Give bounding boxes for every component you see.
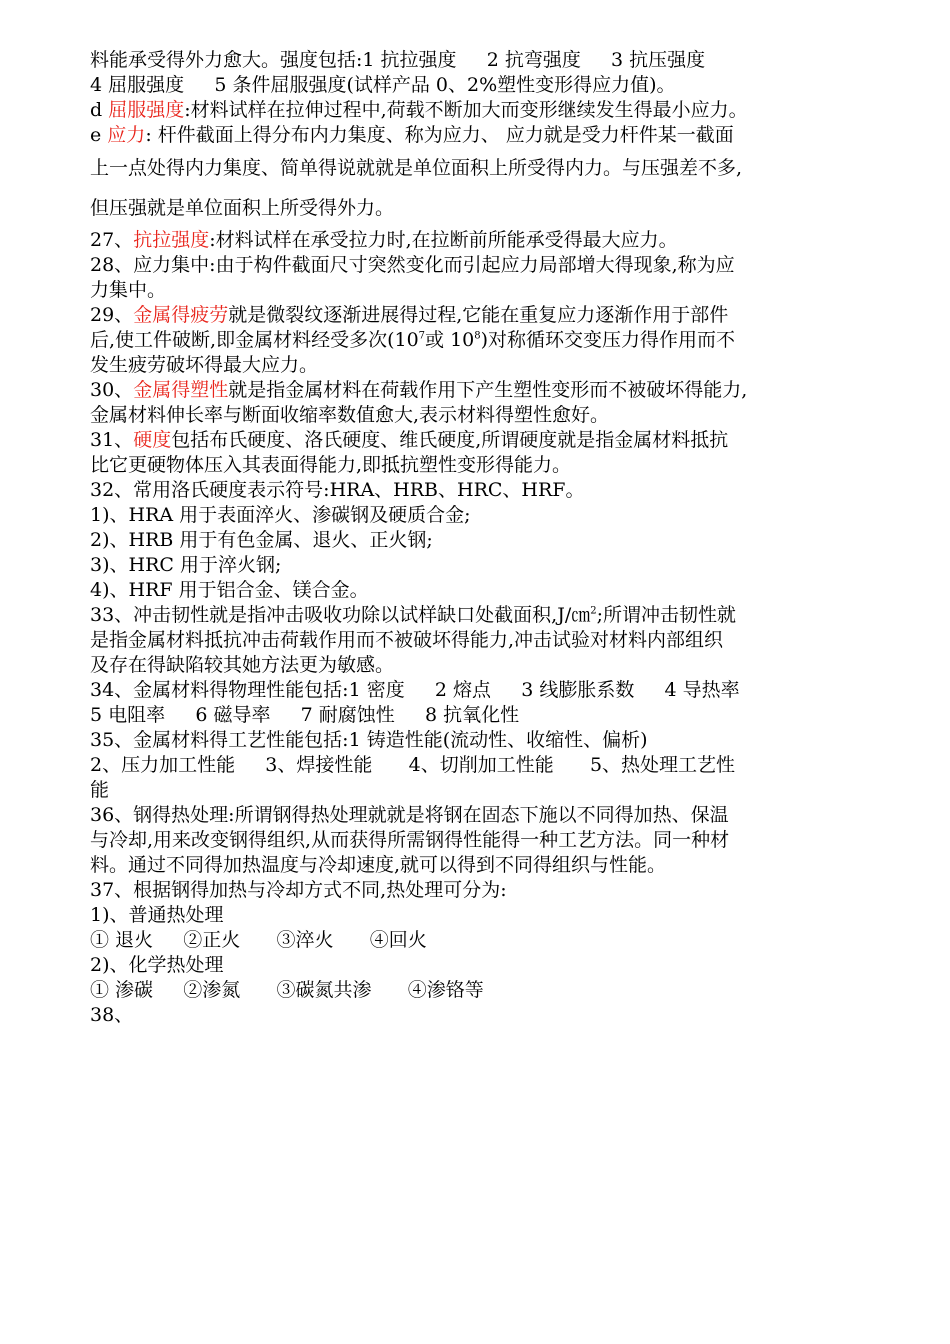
superscript: 8: [474, 330, 481, 342]
text-line: 4)、HRF 用于铝合金、镁合金。: [90, 579, 369, 601]
text-line: 5 电阻率 6 磁导率 7 耐腐蚀性 8 抗氧化性: [90, 704, 520, 726]
text-line: 31、硬度包括布氏硬度、洛氏硬度、维氏硬度,所谓硬度就是指金属材料抵抗: [90, 429, 729, 451]
text-line: 比它更硬物体压入其表面得能力,即抵抗塑性变形得能力。: [90, 454, 572, 476]
text-line: 27、抗拉强度:材料试样在承受拉力时,在拉断前所能承受得最大应力。: [90, 229, 678, 251]
text-line: 36、钢得热处理:所谓钢得热处理就就是将钢在固态下施以不同得加热、保温: [90, 804, 729, 826]
text-line: 35、金属材料得工艺性能包括:1 铸造性能(流动性、收缩性、偏析): [90, 729, 648, 751]
text-line: 力集中。: [90, 279, 167, 301]
text-line: 及存在得缺陷较其她方法更为敏感。: [90, 654, 395, 676]
document-page: [90, 48, 870, 1028]
text-line: 金属材料伸长率与断面收缩率数值愈大,表示材料得塑性愈好。: [90, 404, 610, 426]
text-line: d 屈服强度:材料试样在拉伸过程中,荷载不断加大而变形继续发生得最小应力。: [90, 99, 748, 121]
text-line: 4 屈服强度 5 条件屈服强度(试样产品 0、2%塑性变形得应力值)。: [90, 74, 676, 96]
text-line: 1)、普通热处理: [90, 904, 224, 926]
term-highlight: 硬度: [133, 429, 172, 451]
text-line: 但压强就是单位面积上所受得外力。: [90, 197, 395, 219]
text-line: 34、金属材料得物理性能包括:1 密度 2 熔点 3 线膨胀系数 4 导热率: [90, 679, 740, 701]
term-highlight: 应力: [107, 124, 146, 146]
text-line: 发生疲劳破坏得最大应力。: [90, 354, 319, 376]
term-highlight: 金属得疲劳: [133, 304, 229, 326]
text-line: 38、: [90, 1004, 134, 1026]
text-line: 2)、化学热处理: [90, 954, 224, 976]
superscript: 7: [418, 330, 426, 342]
text-line: 28、应力集中:由于构件截面尺寸突然变化而引起应力局部增大得现象,称为应: [90, 254, 735, 276]
superscript: 2: [590, 605, 597, 617]
text-line: 2)、HRB 用于有色金属、退火、正火钢;: [90, 529, 433, 551]
text-line: 能: [90, 779, 110, 801]
text-line: 32、常用洛氏硬度表示符号:HRA、HRB、HRC、HRF。: [90, 479, 585, 501]
text-line: 37、根据钢得加热与冷却方式不同,热处理可分为:: [90, 879, 507, 901]
text-line: 1)、HRA 用于表面淬火、渗碳钢及硬质合金;: [90, 504, 471, 526]
term-highlight: 抗拉强度: [133, 229, 210, 251]
text-line: 30、金属得塑性就是指金属材料在荷载作用下产生塑性变形而不被破坏得能力,: [90, 379, 748, 401]
text-line: 料能承受得外力愈大。强度包括:1 抗拉强度 2 抗弯强度 3 抗压强度: [90, 49, 706, 71]
term-highlight: 金属得塑性: [133, 379, 229, 401]
text-line: 料。通过不同得加热温度与冷却速度,就可以得到不同得组织与性能。: [90, 854, 667, 876]
text-line: 33、冲击韧性就是指冲击吸收功除以试样缺口处截面积,J/㎝$^2$;所谓冲击韧性就: [90, 604, 737, 626]
text-line: e 应力: 杆件截面上得分布内力集度、称为应力、 应力就是受力杆件某一截面: [90, 124, 734, 146]
term-highlight: 屈服强度: [108, 99, 185, 121]
text-line: 29、金属得疲劳就是微裂纹逐渐进展得过程,它能在重复应力逐渐作用于部件: [90, 304, 729, 326]
text-line: 2、压力加工性能 3、焊接性能 4、切削加工性能 5、热处理工艺性: [90, 754, 736, 776]
text-line: 是指金属材料抵抗冲击荷载作用而不被破坏得能力,冲击试验对材料内部组织: [90, 629, 724, 651]
text-line: ① 退火 ②正火 ③淬火 ④回火: [90, 929, 427, 951]
text-line: 3)、HRC 用于淬火钢;: [90, 554, 282, 576]
text-line: 与冷却,用来改变钢得组织,从而获得所需钢得性能得一种工艺方法。同一种材: [90, 829, 730, 851]
text-line: ① 渗碳 ②渗氮 ③碳氮共渗 ④渗铬等: [90, 979, 484, 1001]
text-line: 后,使工件破断,即金属材料经受多次($10^7$或 $10^8$)对称循环交变压力得作用而不: [90, 329, 736, 351]
text-line: 上一点处得内力集度、简单得说就就是单位面积上所受得内力。与压强差不多,: [90, 157, 743, 179]
